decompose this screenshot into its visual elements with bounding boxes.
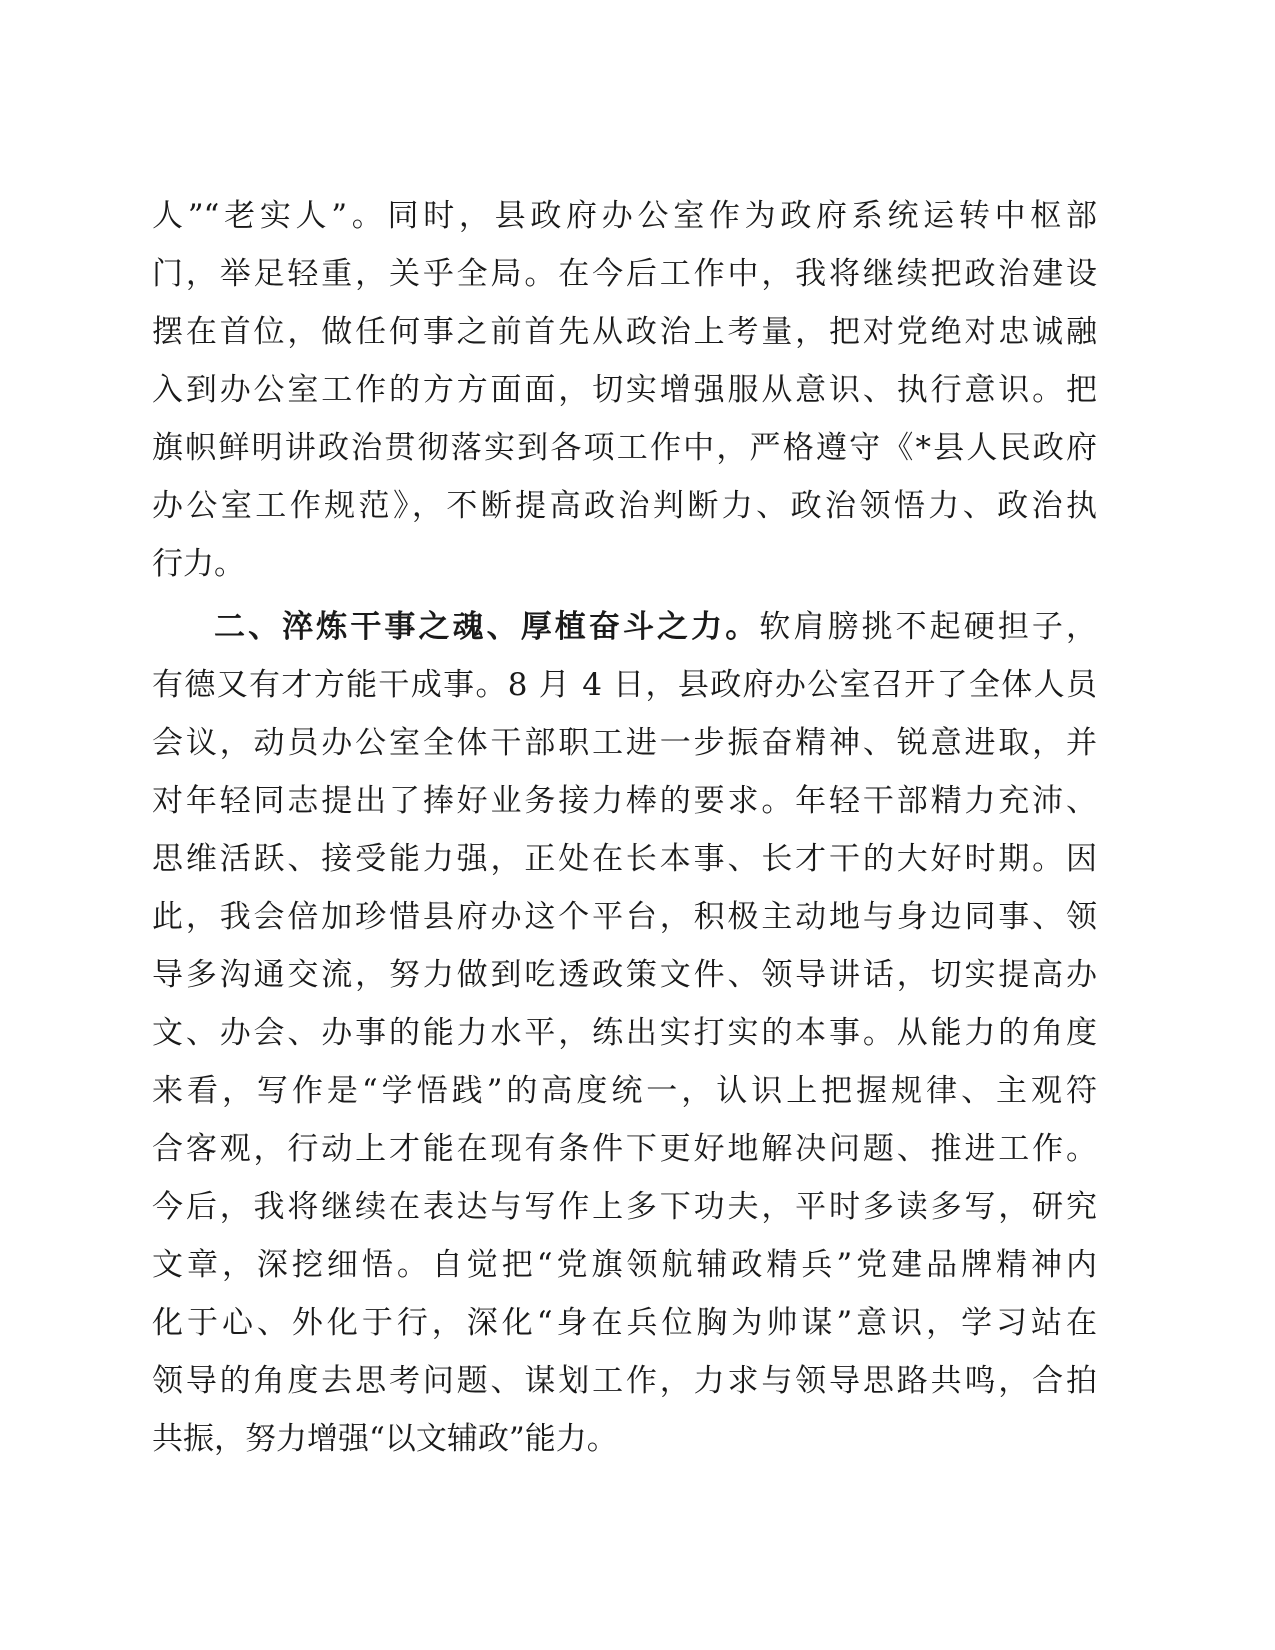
paragraph-line: 行力。 [152, 546, 245, 582]
paragraph-first-line [152, 598, 1097, 656]
heading-continuation: 软肩膀挑不起硬担子， [759, 609, 1097, 645]
paragraph-line: 摆在首位，做任何事之前首先从政治上考量，把对党绝对忠诚融 [152, 314, 1097, 350]
paragraph-line: 文、办会、办事的能力水平，练出实打实的本事。从能力的角度 [152, 1015, 1097, 1051]
paragraph-political-construction [152, 187, 1097, 593]
section-heading: 二、淬炼干事之魂、厚植奋斗之力。 [214, 609, 760, 645]
paragraph-line: 旗帜鲜明讲政治贯彻落实到各项工作中，严格遵守《*县人民政府 [152, 430, 1097, 466]
paragraph-line: 人”“老实人”。同时，县政府办公室作为政府系统运转中枢部 [152, 198, 1097, 234]
paragraph-line: 导多沟通交流，努力做到吃透政策文件、领导讲话，切实提高办 [152, 957, 1097, 993]
paragraph-line: 领导的角度去思考问题、谋划工作，力求与领导思路共鸣，合拍 [152, 1363, 1097, 1399]
paragraph-line: 化于心、外化于行，深化“身在兵位胸为帅谋”意识，学习站在 [152, 1305, 1097, 1341]
paragraph-line: 文章，深挖细悟。自觉把“党旗领航辅政精兵”党建品牌精神内 [152, 1247, 1097, 1283]
paragraph-ability-building [152, 598, 1097, 1468]
paragraph-line: 来看，写作是“学悟践”的高度统一，认识上把握规律、主观符 [152, 1073, 1097, 1109]
paragraph-line: 共振，努力增强“以文辅政”能力。 [152, 1421, 618, 1457]
paragraph-line: 此，我会倍加珍惜县府办这个平台，积极主动地与身边同事、领 [152, 899, 1097, 935]
paragraph-line: 办公室工作规范》，不断提高政治判断力、政治领悟力、政治执 [152, 488, 1097, 524]
paragraph-line: 对年轻同志提出了捧好业务接力棒的要求。年轻干部精力充沛、 [152, 783, 1097, 819]
paragraph-line: 入到办公室工作的方方面面，切实增强服从意识、执行意识。把 [152, 372, 1097, 408]
paragraph-line: 门，举足轻重，关乎全局。在今后工作中，我将继续把政治建设 [152, 256, 1097, 292]
paragraph-line: 合客观，行动上才能在现有条件下更好地解决问题、推进工作。 [152, 1131, 1097, 1167]
paragraph-line: 今后，我将继续在表达与写作上多下功夫，平时多读多写，研究 [152, 1189, 1097, 1225]
paragraph-line: 会议，动员办公室全体干部职工进一步振奋精神、锐意进取，并 [152, 725, 1097, 761]
paragraph-line: 思维活跃、接受能力强，正处在长本事、长才干的大好时期。因 [152, 841, 1097, 877]
paragraph-line: 有德又有才方能干成事。8 月 4 日，县政府办公室召开了全体人员 [152, 667, 1097, 703]
